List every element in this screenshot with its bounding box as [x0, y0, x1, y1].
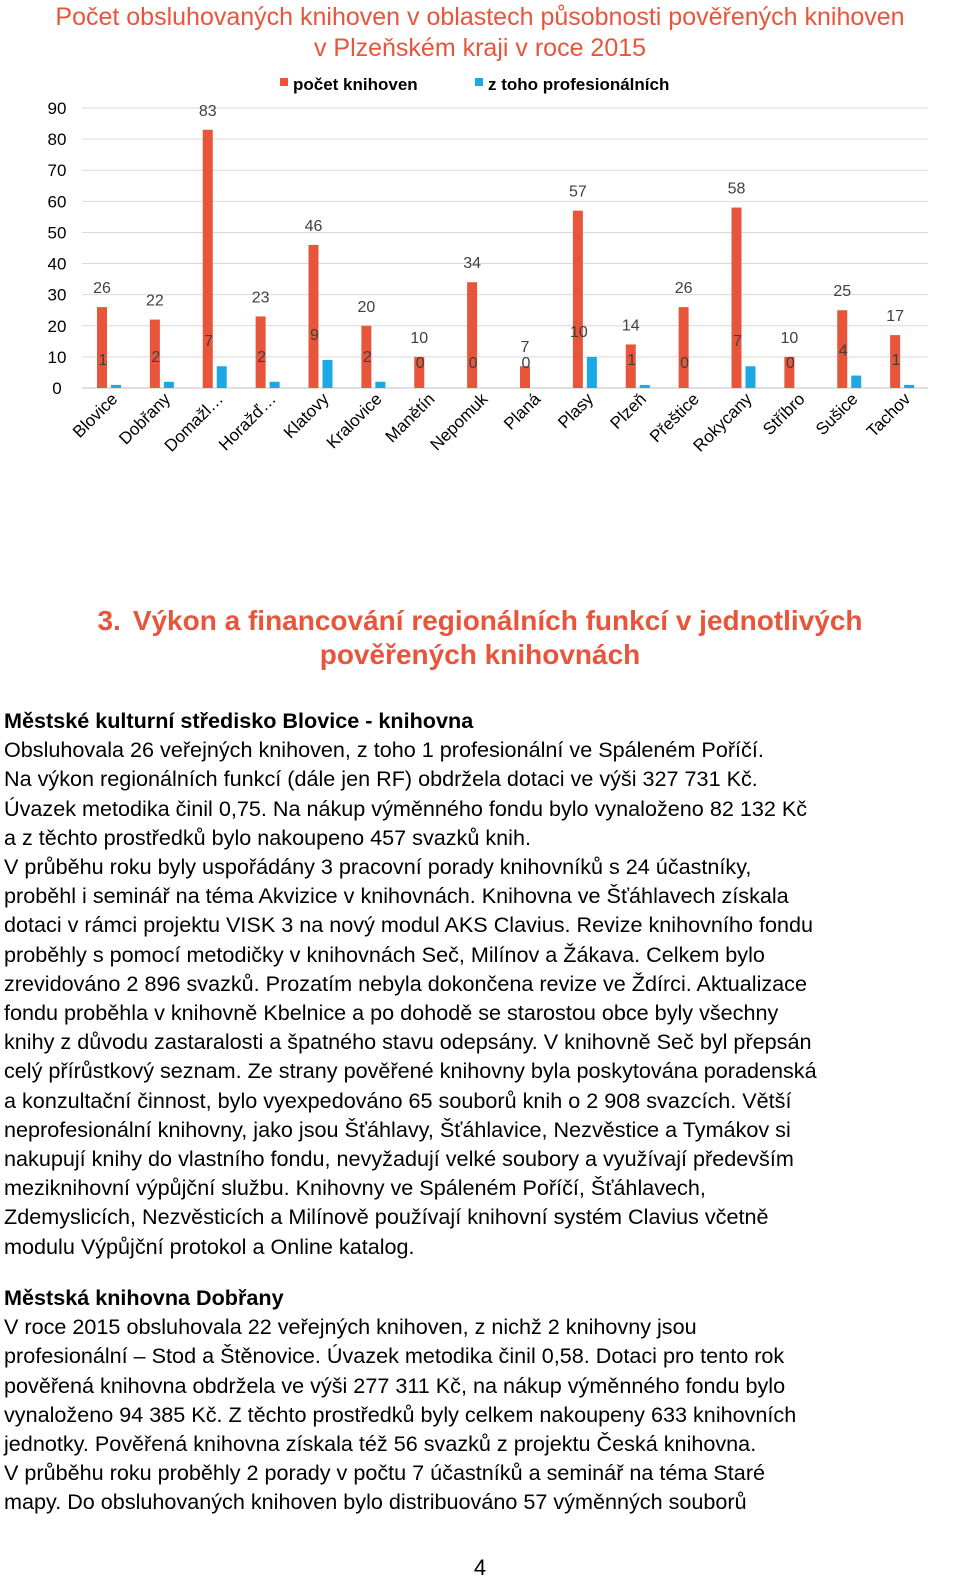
x-tick-label: Přeštice — [646, 389, 703, 447]
bar — [217, 366, 227, 388]
text-line: a konzultační činnost, bylo vyexpedováno 65 souborů knih o 2 908 svazcích. Větší — [4, 1087, 792, 1113]
bar — [309, 245, 319, 388]
legend-swatch — [280, 78, 288, 86]
library-heading: Městské kulturní středisko Blovice - knihovna — [4, 708, 474, 733]
text-line: modulu Výpůjční protokol a Online katalog. — [4, 1233, 415, 1259]
data-label: 14 — [621, 317, 640, 335]
data-label: 34 — [463, 255, 482, 273]
data-label: 0 — [521, 355, 531, 372]
text-line: meziknihovní výpůjční službu. Knihovny ve Spáleném Poříčí, Šťáhlavech, — [4, 1175, 706, 1201]
x-tick-label: Plzeň — [606, 389, 651, 433]
data-label: 17 — [886, 308, 905, 326]
bar — [164, 382, 174, 388]
data-label: 57 — [568, 183, 587, 201]
text-line: proběhly s pomocí metodičky v knihovnách Seč, Milínov a Žákava. Celkem bylo — [4, 941, 765, 967]
chart-title-line-1: Počet obsluhovaných knihoven v oblastech působnosti pověřených knihoven — [55, 3, 905, 31]
text-line: a z těchto prostředků bylo nakoupeno 457 svazků knih. — [4, 824, 531, 850]
x-tick-label: Rokycany — [689, 389, 756, 456]
x-tick-label: Nepomuk — [426, 389, 492, 455]
data-label: 7 — [733, 333, 742, 351]
bar — [375, 382, 385, 388]
text-line: vynaloženo 94 385 Kč. Z těchto prostředků byly celkem nakoupeny 633 knihovních — [4, 1401, 797, 1427]
y-tick-label: 70 — [47, 161, 67, 181]
bar — [111, 385, 121, 388]
x-tick-label: Planá — [500, 389, 545, 434]
y-tick-label: 60 — [47, 192, 67, 212]
bar — [270, 382, 280, 388]
text-line: pověřená knihovna obdržela ve výši 277 311 Kč, na nákup výměnného fondu bylo — [4, 1372, 786, 1398]
data-label: 2 — [362, 348, 372, 366]
bar — [904, 385, 914, 388]
data-label: 7 — [520, 339, 530, 357]
text-line: fondu proběhla v knihovně Kbelnice a po dohodě se starostou obce byly všechny — [4, 1000, 779, 1026]
x-tick-label: Sušice — [811, 389, 862, 439]
bar — [640, 385, 650, 388]
text-line: dotaci v rámci projektu VISK 3 na nový modul AKS Clavius. Revize knihovního fondu — [4, 912, 813, 938]
data-label: 1 — [627, 351, 637, 369]
data-label: 0 — [415, 355, 425, 372]
text-line: knihy z důvodu zastaralosti a špatného stavu odepsány. V knihovně Seč byl přepsán — [4, 1029, 812, 1055]
data-label: 58 — [727, 180, 746, 198]
text-line: jednotky. Pověřená knihovna získala též 56 svazků z projektu Česká knihovna. — [4, 1431, 757, 1457]
data-label: 83 — [198, 102, 217, 120]
bar — [467, 282, 477, 388]
bar-chart — [0, 0, 960, 480]
x-tick-label: Dobřany — [115, 389, 175, 449]
text-line: Obsluhovala 26 veřejných knihoven, z toho 1 profesionální ve Spáleném Poříčí. — [4, 737, 764, 763]
library-heading: Městská knihovna Dobřany — [4, 1285, 284, 1310]
y-tick-label: 40 — [47, 254, 67, 274]
bar — [323, 360, 333, 388]
data-label: 7 — [204, 333, 214, 351]
text-line: mapy. Do obsluhovaných knihoven bylo distribuováno 57 výměnných souborů — [4, 1489, 747, 1515]
data-label: 25 — [833, 283, 852, 301]
data-label: 9 — [310, 327, 319, 344]
text-line: V roce 2015 obsluhovala 22 veřejných knihoven, z nichž 2 knihovny jsou — [4, 1314, 697, 1340]
y-tick-label: 20 — [47, 316, 67, 336]
data-label: 0 — [785, 355, 795, 372]
x-tick-label: Tachov — [862, 389, 915, 441]
data-label: 0 — [468, 355, 478, 372]
bar — [679, 307, 689, 388]
data-label: 26 — [93, 280, 111, 298]
data-label: 0 — [680, 355, 690, 372]
text-line: Zdemyslicích, Nezvěsticích a Milínově používají knihovní systém Clavius včetně — [4, 1204, 769, 1230]
bar — [587, 357, 597, 388]
text-line: zrevidováno 2 896 svazků. Prozatím nebyla dokončena revize ve Ždírci. Aktualizace — [4, 970, 807, 996]
section-title-line-2: pověřených knihovnách — [319, 639, 641, 670]
legend-label: z toho profesionálních — [488, 75, 670, 94]
bar — [97, 307, 107, 388]
data-label: 1 — [891, 351, 901, 369]
section-number: 3. — [97, 605, 121, 636]
text-line: celý přírůstkový seznam. Ze strany pověřené knihovny byla poskytována poradenská — [4, 1058, 817, 1084]
text-line: neprofesionální knihovny, jako jsou Šťáhlavy, Šťáhlavice, Nezvěstice a Tymákov si — [4, 1116, 791, 1142]
data-label: 46 — [304, 217, 323, 235]
data-label: 10 — [780, 329, 799, 347]
text-line: V průběhu roku proběhly 2 porady v počtu 7 účastníků a seminář na téma Staré — [4, 1460, 766, 1486]
legend-label: počet knihoven — [293, 75, 418, 94]
section-heading — [0, 604, 960, 672]
x-tick-label: Blovice — [69, 389, 122, 442]
data-label: 20 — [357, 298, 376, 316]
data-label: 2 — [151, 348, 161, 366]
bar — [732, 208, 742, 388]
paragraph — [4, 1312, 956, 1516]
text-line: profesionální – Stod a Štěnovice. Úvazek metodika činil 0,58. Dotaci pro tento rok — [4, 1343, 785, 1369]
x-tick-label: Domažl… — [160, 389, 228, 456]
x-tick-label: Horažď… — [214, 389, 280, 455]
data-label: 1 — [98, 351, 108, 369]
x-tick-label: Plasy — [554, 389, 598, 433]
chart-title-line-2: v Plzeňském kraji v roce 2015 — [313, 34, 647, 62]
data-label: 26 — [674, 280, 693, 298]
data-label: 10 — [410, 329, 429, 347]
x-tick-label: Kralovice — [322, 389, 386, 453]
x-tick-label: Klatovy — [279, 389, 333, 443]
data-label: 4 — [838, 342, 848, 360]
bar — [573, 211, 583, 388]
bar — [851, 376, 861, 388]
data-label: 10 — [569, 323, 588, 341]
y-tick-label: 10 — [47, 347, 67, 367]
data-label: 23 — [251, 289, 270, 307]
bar — [746, 366, 756, 388]
text-line: Na výkon regionálních funkcí (dále jen RF) obdržela dotaci ve výši 327 731 Kč. — [4, 766, 758, 792]
paragraph — [4, 735, 956, 1261]
page-number: 4 — [473, 1555, 487, 1580]
y-tick-label: 30 — [47, 285, 67, 305]
y-tick-label: 0 — [52, 379, 62, 398]
x-tick-label: Stříbro — [759, 389, 809, 439]
library-block-dobrany — [4, 1283, 956, 1517]
x-tick-label: Manětín — [381, 389, 439, 447]
text-line: Úvazek metodika činil 0,75. Na nákup výměnného fondu bylo vynaloženo 82 132 Kč — [4, 795, 808, 821]
y-tick-label: 50 — [47, 223, 67, 243]
legend-swatch — [475, 78, 483, 86]
y-tick-label: 80 — [47, 130, 67, 150]
text-line: proběhl i seminář na téma Akvizice v knihovnách. Knihovna ve Šťáhlavech získala — [4, 883, 789, 909]
library-block-blovice — [4, 706, 956, 1261]
text-line: V průběhu roku byly uspořádány 3 pracovní porady knihovníků s 24 účastníky, — [4, 854, 752, 880]
text-line: nakupují knihy do vlastního fondu, nevyžadují velké soubory a využívají především — [4, 1146, 794, 1172]
data-label: 2 — [257, 348, 267, 366]
data-label: 22 — [145, 292, 164, 310]
section-title-line-1: Výkon a financování regionálních funkcí v jednotlivých — [132, 605, 863, 636]
y-tick-label: 90 — [47, 99, 67, 118]
